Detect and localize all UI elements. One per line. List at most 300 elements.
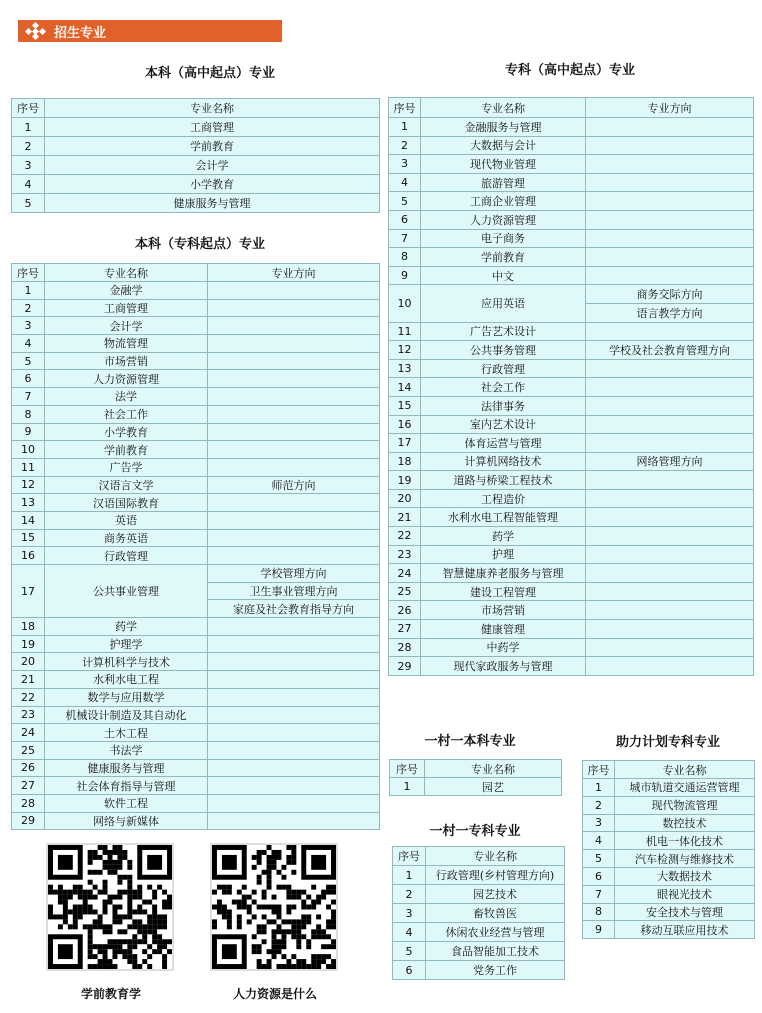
header-name: 专业名称: [425, 760, 562, 778]
major-name: 道路与桥梁工程技术: [421, 471, 586, 490]
table-row: [12, 741, 380, 759]
row-number: 2: [389, 136, 421, 155]
row-number: 24: [12, 724, 45, 742]
major-name: 学前教育: [45, 137, 380, 156]
table-row: [12, 565, 380, 583]
table-row: [12, 335, 380, 353]
table-row: [389, 266, 754, 285]
major-name: 眼视光技术: [615, 885, 755, 903]
table-row: [12, 352, 380, 370]
table-row: [583, 796, 755, 814]
table-row: [389, 545, 754, 564]
table-row: [389, 118, 754, 137]
major-name: 软件工程: [45, 794, 208, 812]
diamond-cluster-icon: [24, 23, 48, 39]
major-direction: [208, 618, 380, 636]
header-name: 专业名称: [426, 847, 565, 866]
table-row: [12, 370, 380, 388]
major-name: 机械设计制造及其自动化: [45, 706, 208, 724]
header-no: 序号: [389, 98, 421, 118]
major-name: 汉语言文学: [45, 476, 208, 494]
row-number: 12: [12, 476, 45, 494]
row-number: 1: [390, 778, 425, 796]
major-name: 园艺技术: [426, 885, 565, 904]
table-row: [390, 778, 562, 796]
table-row: [12, 494, 380, 512]
table-row: [12, 458, 380, 476]
major-name: 中药学: [421, 638, 586, 657]
row-number: 7: [583, 885, 615, 903]
row-number: 13: [12, 494, 45, 512]
major-direction: [586, 359, 754, 378]
major-direction: [586, 378, 754, 397]
row-number: 6: [389, 210, 421, 229]
row-number: 25: [389, 582, 421, 601]
title-ycyb: 一村一本科专业: [424, 734, 516, 749]
table-row: [393, 923, 565, 942]
major-name: 畜牧兽医: [426, 904, 565, 923]
major-name: 公共事业管理: [45, 565, 208, 618]
row-number: 15: [12, 529, 45, 547]
table-row: [12, 476, 380, 494]
table-row: [12, 175, 380, 194]
major-name: 休闲农业经营与管理: [426, 923, 565, 942]
row-number: 6: [583, 867, 615, 885]
major-name: 人力资源管理: [45, 370, 208, 388]
header-no: 序号: [12, 264, 45, 282]
major-name: 大数据技术: [615, 867, 755, 885]
major-direction: [208, 671, 380, 689]
table-row: [389, 508, 754, 527]
major-direction: [208, 547, 380, 565]
row-number: 27: [12, 777, 45, 795]
major-name: 旅游管理: [421, 173, 586, 192]
row-number: 28: [389, 638, 421, 657]
major-direction: [586, 582, 754, 601]
major-direction: 学校及社会教育管理方向: [586, 341, 754, 360]
major-name: 室内艺术设计: [421, 415, 586, 434]
table-row: [389, 210, 754, 229]
row-number: 4: [393, 923, 426, 942]
major-name: 网络与新媒体: [45, 812, 208, 830]
major-direction: [208, 529, 380, 547]
table-row: [389, 359, 754, 378]
title-bk-zk: 本科（专科起点）专业: [134, 237, 265, 252]
major-direction: [208, 706, 380, 724]
major-name: 公共事务管理: [421, 341, 586, 360]
table-row: [389, 285, 754, 304]
table-row: [583, 903, 755, 921]
table-row: [12, 299, 380, 317]
major-direction: [586, 266, 754, 285]
header-no: 序号: [12, 99, 45, 118]
major-name: 会计学: [45, 317, 208, 335]
table-row: [12, 688, 380, 706]
table-row: [12, 282, 380, 300]
major-direction: [586, 620, 754, 639]
table-zk-gz: [388, 97, 754, 676]
row-number: 3: [393, 904, 426, 923]
major-name: 健康服务与管理: [45, 194, 380, 213]
header-direction: 专业方向: [208, 264, 380, 282]
table-row: [12, 547, 380, 565]
major-direction: [586, 601, 754, 620]
table-row: [12, 653, 380, 671]
row-number: 16: [12, 547, 45, 565]
major-direction: 商务交际方向: [586, 285, 754, 304]
row-number: 9: [583, 921, 615, 939]
table-row: [12, 724, 380, 742]
qr-code-icon[interactable]: [210, 843, 338, 971]
row-number: 1: [583, 779, 615, 797]
major-direction: [208, 635, 380, 653]
row-number: 3: [12, 156, 45, 175]
header-name: 专业名称: [421, 98, 586, 118]
major-direction: [208, 405, 380, 423]
major-direction: [586, 155, 754, 174]
major-name: 数控技术: [615, 814, 755, 832]
row-number: 23: [12, 706, 45, 724]
major-direction: [208, 388, 380, 406]
row-number: 9: [12, 423, 45, 441]
major-name: 工商管理: [45, 118, 380, 137]
major-name: 食品智能加工技术: [426, 942, 565, 961]
row-number: 26: [12, 759, 45, 777]
major-name: 园艺: [425, 778, 562, 796]
major-name: 社会工作: [45, 405, 208, 423]
major-direction: [208, 282, 380, 300]
table-ycyb: [389, 759, 562, 796]
row-number: 14: [12, 511, 45, 529]
table-row: [583, 885, 755, 903]
table-row: [393, 866, 565, 885]
major-direction: [208, 777, 380, 795]
row-number: 25: [12, 741, 45, 759]
table-row: [389, 229, 754, 248]
table-row: [393, 904, 565, 923]
row-number: 12: [389, 341, 421, 360]
table-row: [12, 137, 380, 156]
qr-caption: 人力资源是什么: [232, 987, 317, 1001]
qr-code-icon[interactable]: [46, 843, 174, 971]
table-row: [12, 812, 380, 830]
row-number: 21: [389, 508, 421, 527]
major-name: 书法学: [45, 741, 208, 759]
major-direction: [586, 657, 754, 676]
row-number: 8: [12, 405, 45, 423]
table-row: [389, 192, 754, 211]
major-direction: [208, 688, 380, 706]
qr-caption: 学前教育学: [80, 987, 141, 1001]
row-number: 22: [389, 527, 421, 546]
table-row: [389, 564, 754, 583]
major-name: 学前教育: [421, 248, 586, 267]
row-number: 28: [12, 794, 45, 812]
table-row: [12, 777, 380, 795]
major-direction: [208, 352, 380, 370]
major-name: 市场营销: [45, 352, 208, 370]
major-name: 工商企业管理: [421, 192, 586, 211]
table-row: [12, 635, 380, 653]
major-name: 大数据与会计: [421, 136, 586, 155]
banner-title: 招生专业: [54, 25, 107, 41]
major-name: 城市轨道交通运营管理: [615, 779, 755, 797]
row-number: 7: [12, 388, 45, 406]
table-row: [389, 657, 754, 676]
major-name: 电子商务: [421, 229, 586, 248]
major-name: 现代家政服务与管理: [421, 657, 586, 676]
table-row: [12, 156, 380, 175]
row-number: 4: [389, 173, 421, 192]
row-number: 2: [393, 885, 426, 904]
major-direction: [208, 423, 380, 441]
major-name: 安全技术与管理: [615, 903, 755, 921]
table-row: [583, 814, 755, 832]
table-row: [393, 942, 565, 961]
major-direction: [586, 489, 754, 508]
row-number: 9: [389, 266, 421, 285]
row-number: 5: [12, 352, 45, 370]
major-name: 会计学: [45, 156, 380, 175]
major-name: 护理: [421, 545, 586, 564]
table-bk-gz: [11, 98, 380, 213]
table-ycyz: [392, 846, 565, 980]
major-name: 金融学: [45, 282, 208, 300]
table-row: [389, 489, 754, 508]
row-number: 16: [389, 415, 421, 434]
title-zk-gz: 专科（高中起点）专业: [504, 63, 635, 78]
major-name: 党务工作: [426, 961, 565, 980]
table-row: [12, 671, 380, 689]
row-number: 19: [389, 471, 421, 490]
row-number: 1: [393, 866, 426, 885]
header-name: 专业名称: [615, 761, 755, 779]
row-number: 5: [12, 194, 45, 213]
table-row: [583, 921, 755, 939]
major-direction: [208, 812, 380, 830]
major-direction: [208, 494, 380, 512]
table-row: [12, 388, 380, 406]
row-number: 2: [12, 299, 45, 317]
row-number: 5: [389, 192, 421, 211]
table-row: [393, 885, 565, 904]
major-name: 药学: [45, 618, 208, 636]
row-number: 6: [393, 961, 426, 980]
major-name: 法律事务: [421, 396, 586, 415]
row-number: 11: [389, 322, 421, 341]
major-direction: [208, 759, 380, 777]
table-row: [12, 511, 380, 529]
header-direction: 专业方向: [586, 98, 754, 118]
major-name: 工程造价: [421, 489, 586, 508]
row-number: 10: [12, 441, 45, 459]
major-direction: [208, 511, 380, 529]
table-row: [12, 423, 380, 441]
major-direction: [586, 471, 754, 490]
row-number: 17: [389, 434, 421, 453]
major-name: 市场营销: [421, 601, 586, 620]
row-number: 29: [12, 812, 45, 830]
header-no: 序号: [583, 761, 615, 779]
major-direction: [208, 335, 380, 353]
major-direction: [586, 322, 754, 341]
table-row: [583, 832, 755, 850]
major-name: 体育运营与管理: [421, 434, 586, 453]
table-row: [12, 118, 380, 137]
table-row: [389, 378, 754, 397]
major-direction: [586, 527, 754, 546]
table-row: [12, 794, 380, 812]
table-row: [389, 471, 754, 490]
row-number: 27: [389, 620, 421, 639]
major-direction: [208, 458, 380, 476]
major-direction: [208, 317, 380, 335]
title-bk-gz: 本科（高中起点）专业: [144, 66, 275, 81]
row-number: 20: [12, 653, 45, 671]
row-number: 2: [12, 137, 45, 156]
table-row: [389, 601, 754, 620]
major-name: 金融服务与管理: [421, 118, 586, 137]
major-name: 移动互联应用技术: [615, 921, 755, 939]
major-direction: [586, 545, 754, 564]
table-row: [389, 322, 754, 341]
major-name: 法学: [45, 388, 208, 406]
major-direction: [208, 370, 380, 388]
major-name: 护理学: [45, 635, 208, 653]
title-zl: 助力计划专科专业: [615, 735, 720, 750]
major-direction: [586, 248, 754, 267]
major-name: 现代物流管理: [615, 796, 755, 814]
major-name: 人力资源管理: [421, 210, 586, 229]
row-number: 1: [389, 118, 421, 137]
major-direction: [586, 564, 754, 583]
row-number: 19: [12, 635, 45, 653]
row-number: 15: [389, 396, 421, 415]
major-direction: [208, 299, 380, 317]
table-row: [583, 779, 755, 797]
major-name: 水利水电工程智能管理: [421, 508, 586, 527]
table-bk-zk: [11, 263, 380, 830]
table-row: [389, 434, 754, 453]
row-number: 17: [12, 565, 45, 618]
row-number: 1: [12, 282, 45, 300]
major-direction: [208, 653, 380, 671]
major-name: 土木工程: [45, 724, 208, 742]
table-row: [389, 248, 754, 267]
major-direction: 师范方向: [208, 476, 380, 494]
row-number: 24: [389, 564, 421, 583]
table-row: [389, 638, 754, 657]
table-row: [583, 867, 755, 885]
table-row: [389, 452, 754, 471]
row-number: 4: [583, 832, 615, 850]
row-number: 3: [389, 155, 421, 174]
major-name: 计算机网络技术: [421, 452, 586, 471]
major-direction: 学校管理方向: [208, 565, 380, 583]
major-name: 健康服务与管理: [45, 759, 208, 777]
major-name: 应用英语: [421, 285, 586, 322]
major-name: 汽车检测与维修技术: [615, 850, 755, 868]
major-name: 小学教育: [45, 423, 208, 441]
major-direction: [208, 794, 380, 812]
major-direction: 家庭及社会教育指导方向: [208, 600, 380, 618]
row-number: 2: [583, 796, 615, 814]
major-direction: 网络管理方向: [586, 452, 754, 471]
major-name: 智慧健康养老服务与管理: [421, 564, 586, 583]
table-row: [12, 759, 380, 777]
major-name: 现代物业管理: [421, 155, 586, 174]
major-name: 药学: [421, 527, 586, 546]
row-number: 26: [389, 601, 421, 620]
row-number: 18: [389, 452, 421, 471]
major-name: 行政管理(乡村管理方向): [426, 866, 565, 885]
row-number: 13: [389, 359, 421, 378]
major-direction: [586, 415, 754, 434]
major-direction: [586, 136, 754, 155]
title-ycyz: 一村一专科专业: [429, 824, 521, 839]
major-direction: [208, 724, 380, 742]
major-direction: [586, 210, 754, 229]
major-name: 学前教育: [45, 441, 208, 459]
table-row: [12, 317, 380, 335]
row-number: 3: [12, 317, 45, 335]
major-direction: 卫生事业管理方向: [208, 582, 380, 600]
row-number: 22: [12, 688, 45, 706]
table-row: [12, 529, 380, 547]
major-direction: [586, 192, 754, 211]
major-name: 小学教育: [45, 175, 380, 194]
row-number: 29: [389, 657, 421, 676]
table-row: [389, 155, 754, 174]
row-number: 20: [389, 489, 421, 508]
table-zl: [582, 760, 755, 939]
major-name: 广告学: [45, 458, 208, 476]
row-number: 8: [583, 903, 615, 921]
row-number: 1: [12, 118, 45, 137]
major-name: 广告艺术设计: [421, 322, 586, 341]
major-direction: [586, 434, 754, 453]
table-row: [12, 706, 380, 724]
major-direction: [208, 441, 380, 459]
table-row: [12, 618, 380, 636]
row-number: 4: [12, 335, 45, 353]
major-direction: [586, 229, 754, 248]
major-name: 物流管理: [45, 335, 208, 353]
table-row: [12, 194, 380, 213]
table-row: [389, 396, 754, 415]
major-name: 建设工程管理: [421, 582, 586, 601]
header-no: 序号: [390, 760, 425, 778]
header-name: 专业名称: [45, 99, 380, 118]
row-number: 18: [12, 618, 45, 636]
major-direction: [586, 638, 754, 657]
major-name: 工商管理: [45, 299, 208, 317]
row-number: 6: [12, 370, 45, 388]
major-direction: [586, 173, 754, 192]
row-number: 21: [12, 671, 45, 689]
major-direction: [586, 396, 754, 415]
section-banner: [18, 20, 282, 42]
major-name: 行政管理: [45, 547, 208, 565]
row-number: 3: [583, 814, 615, 832]
row-number: 10: [389, 285, 421, 322]
major-name: 社会体育指导与管理: [45, 777, 208, 795]
major-name: 机电一体化技术: [615, 832, 755, 850]
table-row: [389, 136, 754, 155]
major-name: 汉语国际教育: [45, 494, 208, 512]
header-no: 序号: [393, 847, 426, 866]
major-name: 行政管理: [421, 359, 586, 378]
